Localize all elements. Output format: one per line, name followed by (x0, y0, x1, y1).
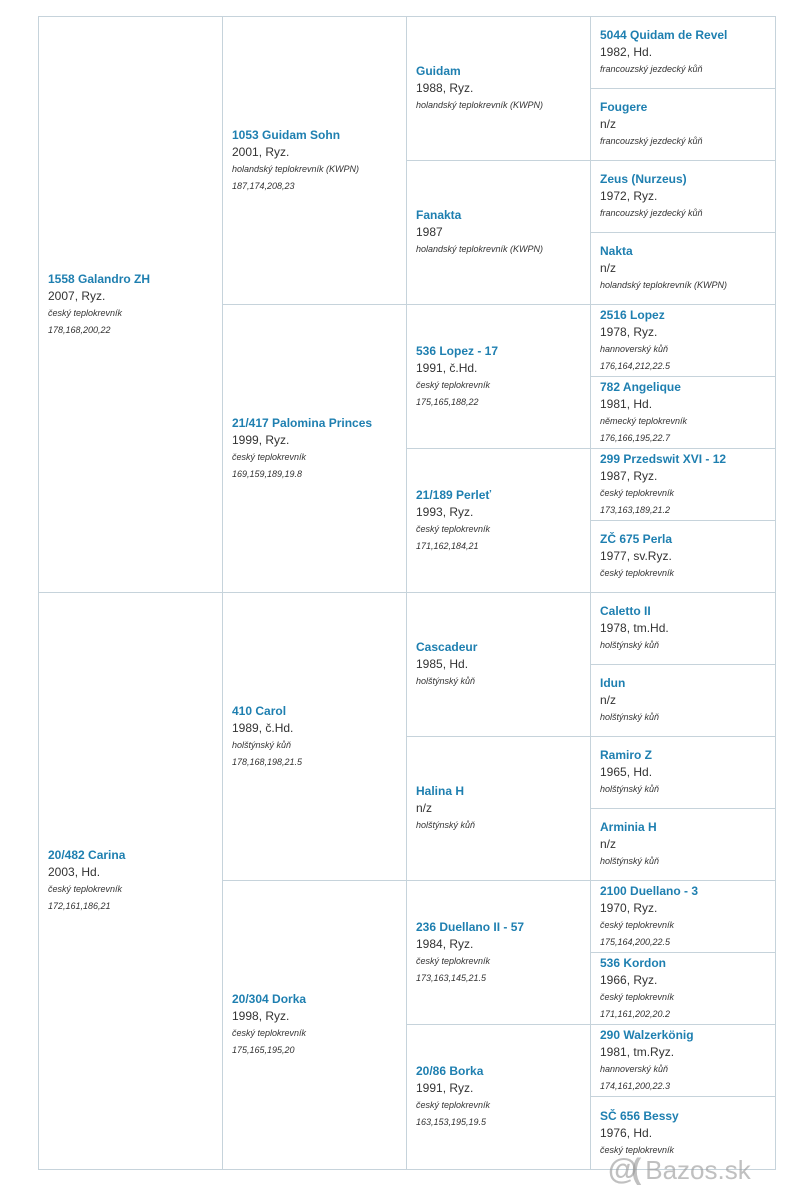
horse-name-link[interactable]: Zeus (Nurzeus) (600, 172, 687, 186)
horse-name-link[interactable]: 5044 Quidam de Revel (600, 28, 728, 42)
pedigree-cell-grandparent (223, 593, 407, 881)
horse-breed: francouzský jezdecký kůň (600, 136, 703, 146)
horse-year-color: 1978, Ryz. (600, 324, 658, 339)
horse-breed: český teplokrevník (416, 1100, 491, 1110)
horse-name-link[interactable]: 2100 Duellano - 3 (600, 883, 699, 898)
horse-year-color: 1987, Ryz. (600, 468, 658, 483)
pedigree-cell-grandparent (223, 881, 407, 1169)
horse-name-link[interactable]: 410 Carol (232, 703, 287, 718)
pedigree-cell-great-great-grandparent (591, 737, 775, 809)
pedigree-cell-great-great-grandparent (591, 665, 775, 737)
horse-breed: český teplokrevník (416, 379, 491, 390)
pedigree-cell-great-great-grandparent (591, 89, 775, 161)
pedigree-cell-great-grandparent (407, 593, 591, 737)
horse-breed: holandský teplokrevník (KWPN) (416, 244, 544, 254)
pedigree-cell-great-great-grandparent (591, 881, 775, 953)
pedigree-cell-great-great-grandparent (591, 161, 775, 233)
pedigree-cell-great-great-grandparent (591, 449, 775, 521)
horse-breed: holštýnský kůň (600, 640, 660, 650)
horse-breed: český teplokrevník (600, 991, 675, 1002)
horse-year-color: 1998, Ryz. (232, 1009, 290, 1023)
horse-measurements: 173,163,189,21.2 (600, 504, 671, 515)
horse-name-link[interactable]: 236 Duellano II - 57 (416, 919, 525, 934)
horse-measurements: 173,163,145,21.5 (416, 972, 487, 983)
horse-breed: holštýnský kůň (600, 784, 660, 794)
horse-measurements: 171,162,184,21 (416, 540, 479, 551)
horse-name-link[interactable]: Cascadeur (416, 640, 478, 654)
horse-name-link[interactable]: Caletto II (600, 604, 651, 618)
horse-name-link[interactable]: 1053 Guidam Sohn (232, 127, 341, 142)
horse-year-color: 1984, Ryz. (416, 936, 474, 951)
horse-name-link[interactable]: Ramiro Z (600, 748, 653, 762)
horse-name-link[interactable]: ZČ 675 Perla (600, 532, 673, 546)
pedigree-cell-great-grandparent (407, 881, 591, 1025)
horse-name-link[interactable]: 782 Angelique (600, 379, 681, 394)
horse-measurements: 175,165,195,20 (232, 1045, 295, 1055)
horse-year-color: 1991, Ryz. (416, 1081, 474, 1095)
horse-breed: holandský teplokrevník (KWPN) (600, 280, 728, 290)
horse-year-color: n/z (600, 693, 617, 707)
horse-year-color: 1987 (416, 225, 443, 239)
horse-measurements: 172,161,186,21 (48, 901, 111, 911)
horse-year-color: n/z (416, 801, 433, 815)
horse-breed: holštýnský kůň (232, 739, 292, 750)
horse-year-color: 1965, Hd. (600, 765, 653, 779)
pedigree-cell-great-grandparent (407, 449, 591, 593)
horse-measurements: 169,159,189,19.8 (232, 468, 303, 479)
horse-breed: holandský teplokrevník (KWPN) (416, 100, 544, 110)
pedigree-cell-great-great-grandparent (591, 1025, 775, 1097)
horse-name-link[interactable]: 536 Lopez - 17 (416, 343, 499, 358)
horse-name-link[interactable]: 21/189 Perleť (416, 487, 492, 502)
pedigree-cell-great-great-grandparent (591, 593, 775, 665)
pedigree-cell-great-grandparent (407, 161, 591, 305)
pedigree-cell-great-great-grandparent (591, 17, 775, 89)
horse-year-color: 1972, Ryz. (600, 189, 658, 203)
horse-breed: český teplokrevník (600, 568, 675, 578)
horse-breed: český teplokrevník (232, 1028, 307, 1038)
pedigree-cell-great-grandparent (407, 737, 591, 881)
horse-name-link[interactable]: Fanakta (416, 208, 462, 222)
horse-breed: holštýnský kůň (416, 820, 476, 830)
horse-breed: německý teplokrevník (600, 415, 688, 426)
horse-year-color: n/z (600, 837, 617, 851)
horse-name-link[interactable]: 21/417 Palomina Princes (232, 415, 373, 430)
horse-breed: český teplokrevník (416, 523, 491, 534)
pedigree-cell-great-great-grandparent (591, 305, 775, 377)
horse-name-link[interactable]: 536 Kordon (600, 955, 667, 970)
horse-name-link[interactable]: Arminia H (600, 820, 657, 834)
pedigree-cell-great-grandparent (407, 17, 591, 161)
horse-breed: český teplokrevník (48, 884, 123, 894)
horse-year-color: 2001, Ryz. (232, 144, 290, 159)
pedigree-cell-parent (39, 17, 223, 593)
horse-year-color: 1976, Hd. (600, 1125, 653, 1140)
horse-measurements: 187,174,208,23 (232, 180, 295, 191)
horse-breed: hannoverský kůň (600, 343, 669, 354)
pedigree-cell-great-grandparent (407, 305, 591, 449)
horse-breed: holštýnský kůň (600, 856, 660, 866)
horse-year-color: 1999, Ryz. (232, 432, 290, 447)
horse-year-color: 1982, Hd. (600, 45, 653, 59)
horse-breed: francouzský jezdecký kůň (600, 208, 703, 218)
horse-name-link[interactable]: Idun (600, 676, 626, 690)
horse-name-link[interactable]: 1558 Galandro ZH (48, 271, 151, 286)
horse-measurements: 174,161,200,22.3 (600, 1080, 671, 1091)
horse-name-link[interactable]: SČ 656 Bessy (600, 1108, 679, 1123)
horse-breed: český teplokrevník (232, 451, 307, 462)
horse-year-color: 1988, Ryz. (416, 81, 474, 95)
horse-measurements: 175,165,188,22 (416, 396, 479, 407)
horse-year-color: n/z (600, 117, 617, 131)
horse-measurements: 163,153,195,19.5 (416, 1117, 487, 1127)
horse-measurements: 178,168,200,22 (48, 324, 111, 335)
horse-year-color: n/z (600, 261, 617, 275)
horse-measurements: 171,161,202,20.2 (600, 1008, 671, 1019)
horse-name-link[interactable]: Guidam (416, 64, 461, 78)
horse-measurements: 176,166,195,22.7 (600, 432, 671, 443)
horse-name-link[interactable]: Halina H (416, 784, 465, 798)
watermark-text: Bazos.sk (645, 1154, 751, 1185)
horse-measurements: 176,164,212,22.5 (600, 360, 671, 371)
horse-name-link[interactable]: Nakta (600, 244, 633, 258)
horse-name-link[interactable]: 2516 Lopez (600, 307, 665, 322)
pedigree-cell-grandparent (223, 305, 407, 593)
horse-name-link[interactable]: Fougere (600, 100, 648, 114)
horse-year-color: 2003, Hd. (48, 865, 101, 879)
horse-breed: francouzský jezdecký kůň (600, 64, 703, 74)
horse-year-color: 1991, č.Hd. (416, 360, 478, 375)
watermark (608, 1150, 751, 1190)
horse-year-color: 1978, tm.Hd. (600, 621, 669, 635)
horse-breed: holštýnský kůň (600, 712, 660, 722)
horse-year-color: 1981, Hd. (600, 396, 653, 411)
horse-name-link[interactable]: 20/86 Borka (416, 1064, 484, 1078)
horse-breed: holandský teplokrevník (KWPN) (232, 163, 360, 174)
horse-breed: český teplokrevník (416, 955, 491, 966)
horse-year-color: 1977, sv.Ryz. (600, 549, 672, 563)
pedigree-cell-great-grandparent (407, 1025, 591, 1169)
pedigree-cell-grandparent (223, 17, 407, 305)
pedigree-cell-parent (39, 593, 223, 1169)
horse-year-color: 1966, Ryz. (600, 972, 658, 987)
horse-year-color: 1981, tm.Ryz. (600, 1044, 675, 1059)
horse-name-link[interactable]: 20/304 Dorka (232, 992, 307, 1006)
horse-year-color: 1970, Ryz. (600, 900, 658, 915)
horse-year-color: 1993, Ryz. (416, 504, 474, 519)
pedigree-cell-great-great-grandparent (591, 953, 775, 1025)
horse-year-color: 2007, Ryz. (48, 288, 106, 303)
horse-breed: český teplokrevník (600, 1144, 675, 1155)
pedigree-cell-great-great-grandparent (591, 233, 775, 305)
horse-year-color: 1985, Hd. (416, 657, 469, 671)
horse-breed: hannoverský kůň (600, 1063, 669, 1074)
pedigree-cell-great-great-grandparent (591, 809, 775, 881)
horse-breed: český teplokrevník (48, 307, 123, 318)
horse-measurements: 178,168,198,21.5 (232, 756, 303, 767)
horse-name-link[interactable]: 299 Przedswit XVI - 12 (600, 451, 727, 466)
horse-breed: český teplokrevník (600, 919, 675, 930)
pedigree-cell-great-great-grandparent (591, 521, 775, 593)
horse-breed: holštýnský kůň (416, 676, 476, 686)
horse-name-link[interactable]: 290 Walzerkönig (600, 1027, 694, 1042)
horse-name-link[interactable]: 20/482 Carina (48, 848, 126, 862)
horse-year-color: 1989, č.Hd. (232, 720, 294, 735)
pedigree-table (38, 16, 776, 1170)
pedigree-cell-great-great-grandparent (591, 377, 775, 449)
bazos-logo-icon: @( (608, 1153, 636, 1186)
horse-measurements: 175,164,200,22.5 (600, 936, 671, 947)
horse-breed: český teplokrevník (600, 487, 675, 498)
